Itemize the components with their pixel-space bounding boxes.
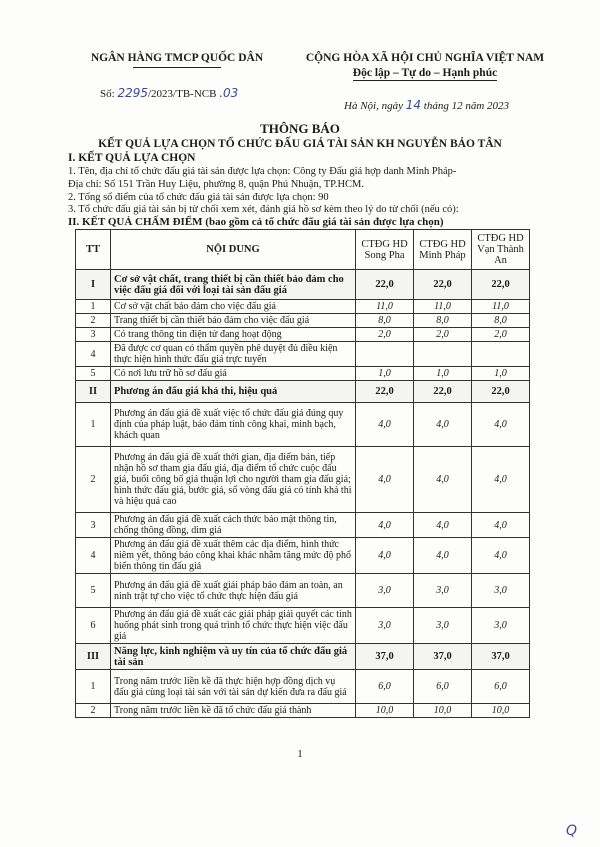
score-org2: 8,0 xyxy=(414,314,472,328)
table-row xyxy=(76,538,530,574)
doc-no-handwritten-2: .03 xyxy=(219,86,239,100)
score-org2: 10,0 xyxy=(414,704,472,718)
score-org3 xyxy=(472,342,530,367)
row-number: 2 xyxy=(76,447,111,513)
row-content: Năng lực, kinh nghiệm và uy tín của tổ chức đấu giá tài sản xyxy=(111,644,356,670)
row-number: I xyxy=(76,270,111,300)
table-row xyxy=(76,342,530,367)
section-1-heading: I. KẾT QUẢ LỰA CHỌN xyxy=(68,152,196,164)
score-org2: 4,0 xyxy=(414,513,472,538)
table-row xyxy=(76,367,530,381)
row-content: Phương án đấu giá khả thi, hiệu quả xyxy=(111,381,356,403)
document-date xyxy=(344,98,509,112)
score-org3: 4,0 xyxy=(472,403,530,447)
col-header-org1: CTĐG HD Song Pha xyxy=(356,230,414,270)
row-number: 2 xyxy=(76,314,111,328)
section-1-line: Địa chỉ: Số 151 Trần Huy Liệu, phường 8, quận Phú Nhuận, TP.HCM. xyxy=(68,179,365,190)
doc-no-handwritten: 2295 xyxy=(117,86,148,100)
row-number: 3 xyxy=(76,513,111,538)
score-org2: 22,0 xyxy=(414,270,472,300)
table-group-row xyxy=(76,270,530,300)
table-row xyxy=(76,670,530,704)
row-content: Phương án đấu giá đề xuất cách thức bảo mật thông tin, chống thông đồng, dìm giá xyxy=(111,513,356,538)
score-org2: 4,0 xyxy=(414,403,472,447)
score-org3: 22,0 xyxy=(472,381,530,403)
score-org1: 4,0 xyxy=(356,513,414,538)
document-number xyxy=(100,86,238,100)
table-row xyxy=(76,403,530,447)
row-number: II xyxy=(76,381,111,403)
score-org3: 4,0 xyxy=(472,513,530,538)
page-number: 1 xyxy=(297,748,303,760)
national-motto xyxy=(280,67,570,79)
doc-no-label: Số: xyxy=(100,88,115,100)
table-row xyxy=(76,574,530,608)
table-row xyxy=(76,704,530,718)
score-org1: 2,0 xyxy=(356,328,414,342)
score-org2: 3,0 xyxy=(414,574,472,608)
doc-no-suffix: /2023/TB-NCB xyxy=(147,88,217,100)
score-org3: 11,0 xyxy=(472,300,530,314)
row-content: Trang thiết bị cần thiết bảo đảm cho việc đấu giá xyxy=(111,314,356,328)
row-content: Phương án đấu giá đề xuất các giải pháp giải quyết các tình huống phát sinh trong quá trình tổ chức thực hiện việc đấu giá xyxy=(111,608,356,644)
table-row xyxy=(76,314,530,328)
row-content: Trong năm trước liền kề đã thực hiện hợp đồng dịch vụ đấu giá cùng loại tài sản với tài sản dự kiến đưa ra đấu giá xyxy=(111,670,356,704)
table-row xyxy=(76,513,530,538)
row-number: 4 xyxy=(76,342,111,367)
date-suffix: tháng 12 năm 2023 xyxy=(423,100,510,112)
score-org2: 2,0 xyxy=(414,328,472,342)
score-org1 xyxy=(356,342,414,367)
score-org3: 22,0 xyxy=(472,270,530,300)
row-number: 1 xyxy=(76,670,111,704)
score-org1: 4,0 xyxy=(356,538,414,574)
score-org1: 10,0 xyxy=(356,704,414,718)
score-org3: 2,0 xyxy=(472,328,530,342)
score-org3: 4,0 xyxy=(472,538,530,574)
handwritten-initial: Q xyxy=(566,823,578,839)
score-org2: 6,0 xyxy=(414,670,472,704)
score-org3: 8,0 xyxy=(472,314,530,328)
document-subtitle: KẾT QUẢ LỰA CHỌN TỔ CHỨC ĐẤU GIÁ TÀI SẢN KH NGUYỄN BẢO TÂN xyxy=(98,138,502,150)
score-org3: 3,0 xyxy=(472,608,530,644)
score-org3: 10,0 xyxy=(472,704,530,718)
document-title: THÔNG BÁO xyxy=(260,121,340,136)
table-row xyxy=(76,328,530,342)
table-header-row xyxy=(76,230,530,270)
section-1-line: 3. Tổ chức đấu giá tài sản bị từ chối xem xét, đánh giá hồ sơ kèm theo lý do từ chối (nếu có): xyxy=(68,204,459,215)
scoring-table xyxy=(75,229,530,718)
table-group-row xyxy=(76,644,530,670)
table-row xyxy=(76,608,530,644)
section-1-line: 2. Tổng số điểm của tổ chức đấu giá tài sản được lựa chọn: 90 xyxy=(68,192,329,203)
score-org3: 6,0 xyxy=(472,670,530,704)
country-name: CỘNG HÒA XÃ HỘI CHỦ NGHĨA VIỆT NAM xyxy=(305,52,545,64)
score-org1: 22,0 xyxy=(356,270,414,300)
score-org3: 3,0 xyxy=(472,574,530,608)
section-1-line: 1. Tên, địa chỉ tổ chức đấu giá tài sản được lựa chọn: Công ty Đấu giá hợp danh Minh Pháp- xyxy=(68,166,457,177)
row-content: Có trang thông tin điện tử đang hoạt động xyxy=(111,328,356,342)
row-content: Cơ sở vật chất, trang thiết bị cần thiết bảo đảm cho việc đấu giá đối với loại tài sản đấu giá xyxy=(111,270,356,300)
row-content: Phương án đấu giá đề xuất giải pháp bảo đảm an toàn, an ninh trật tự cho việc tổ chức thực hiện đấu giá xyxy=(111,574,356,608)
col-header-content: NỘI DUNG xyxy=(111,230,356,270)
col-header-tt: TT xyxy=(76,230,111,270)
score-org2: 37,0 xyxy=(414,644,472,670)
row-content: Phương án đấu giá đề xuất thời gian, địa điểm bán, tiếp nhận hồ sơ tham gia đấu giá, địa điểm tổ chức cuộc đấu giá, buổi công bố giá thuận lợi cho người tham gia đấu giá; hình thức đấu giá, bước giá, số vòng đấu giá có tính khả thi và hiệu quả cao xyxy=(111,447,356,513)
score-org1: 8,0 xyxy=(356,314,414,328)
row-number: 5 xyxy=(76,574,111,608)
score-org1: 11,0 xyxy=(356,300,414,314)
score-org2: 4,0 xyxy=(414,538,472,574)
score-org3: 1,0 xyxy=(472,367,530,381)
issuer-underline xyxy=(133,67,221,68)
score-org2: 11,0 xyxy=(414,300,472,314)
score-org3: 37,0 xyxy=(472,644,530,670)
score-org1: 3,0 xyxy=(356,608,414,644)
section-2-heading: II. KẾT QUẢ CHẤM ĐIỂM (bao gồm cả tổ chức đấu giá tài sản được lựa chọn) xyxy=(68,216,444,228)
row-content: Phương án đấu giá đề xuất thêm các địa điểm, hình thức niêm yết, thông báo công khai khác nhằm tăng mức độ phổ biến thông tin đấu giá xyxy=(111,538,356,574)
date-day-handwritten: 14 xyxy=(405,98,422,112)
score-org1: 4,0 xyxy=(356,447,414,513)
table-group-row xyxy=(76,381,530,403)
bank-name: NGÂN HÀNG TMCP QUỐC DÂN xyxy=(90,52,264,64)
score-org2: 3,0 xyxy=(414,608,472,644)
score-org1: 1,0 xyxy=(356,367,414,381)
table-row xyxy=(76,447,530,513)
score-org2: 1,0 xyxy=(414,367,472,381)
col-header-org2: CTĐG HD Minh Pháp xyxy=(414,230,472,270)
score-org3: 4,0 xyxy=(472,447,530,513)
score-org1: 4,0 xyxy=(356,403,414,447)
row-number: III xyxy=(76,644,111,670)
row-content: Đã được cơ quan có thẩm quyền phê duyệt đủ điều kiện thực hiện hình thức đấu giá trực tuyến xyxy=(111,342,356,367)
score-org2 xyxy=(414,342,472,367)
motto-text: Độc lập – Tự do – Hạnh phúc xyxy=(352,67,498,79)
issuer-name xyxy=(62,52,292,68)
col-header-org3: CTĐG HD Vạn Thành An xyxy=(472,230,530,270)
row-number: 3 xyxy=(76,328,111,342)
row-content: Phương án đấu giá đề xuất việc tổ chức đấu giá đúng quy định của pháp luật, bảo đảm tính công khai, minh bạch, khách quan xyxy=(111,403,356,447)
score-org1: 6,0 xyxy=(356,670,414,704)
score-org1: 37,0 xyxy=(356,644,414,670)
row-content: Trong năm trước liền kề đã tổ chức đấu giá thành xyxy=(111,704,356,718)
score-org1: 22,0 xyxy=(356,381,414,403)
row-content: Có nơi lưu trữ hồ sơ đấu giá xyxy=(111,367,356,381)
row-content: Cơ sở vật chất bảo đảm cho việc đấu giá xyxy=(111,300,356,314)
date-prefix: Hà Nội, ngày xyxy=(344,100,403,112)
score-org1: 3,0 xyxy=(356,574,414,608)
row-number: 1 xyxy=(76,403,111,447)
row-number: 6 xyxy=(76,608,111,644)
table-row xyxy=(76,300,530,314)
row-number: 4 xyxy=(76,538,111,574)
score-org2: 22,0 xyxy=(414,381,472,403)
score-org2: 4,0 xyxy=(414,447,472,513)
row-number: 5 xyxy=(76,367,111,381)
row-number: 2 xyxy=(76,704,111,718)
row-number: 1 xyxy=(76,300,111,314)
